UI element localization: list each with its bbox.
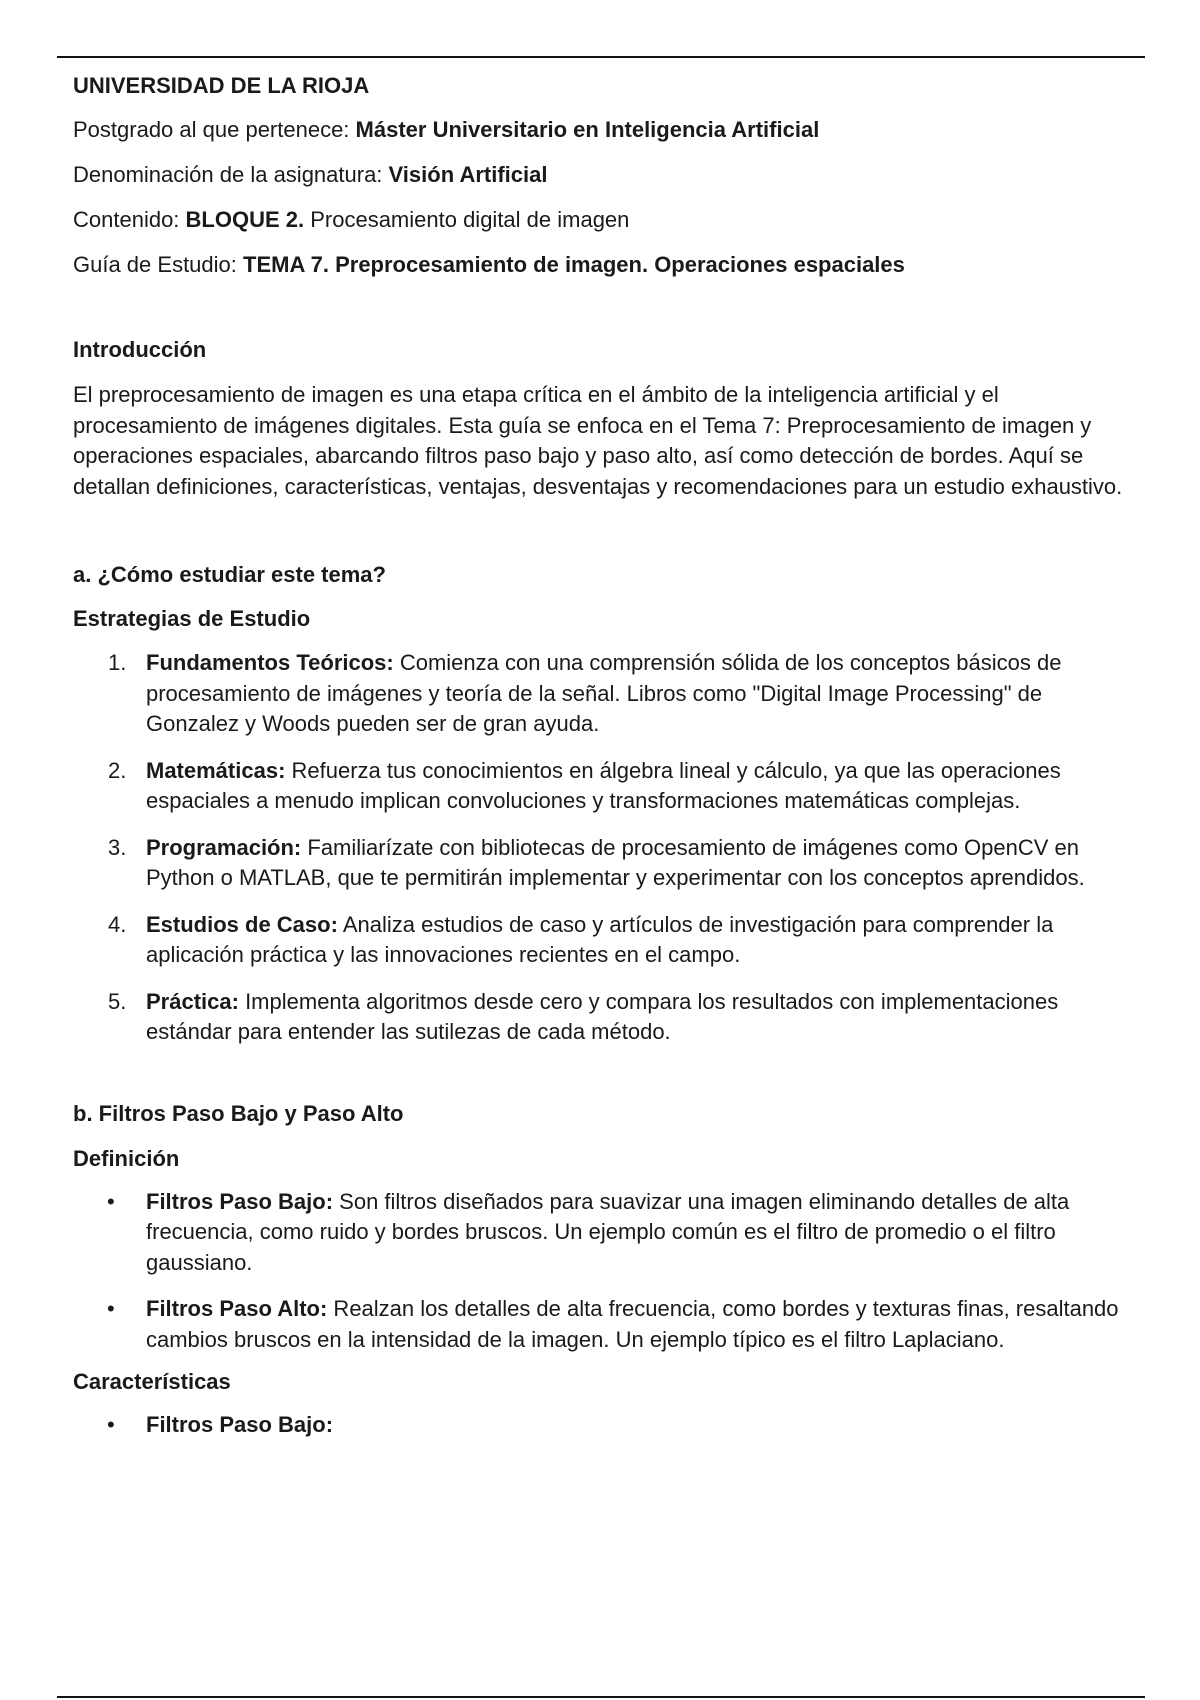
- guia-line: [73, 251, 1133, 279]
- list-item: [73, 1410, 1133, 1441]
- document-body: [73, 72, 1133, 1441]
- item-label: Programación:: [146, 834, 302, 860]
- postgrado-value: Máster Universitario en Inteligencia Artificial: [355, 117, 820, 142]
- list-number: 5.: [108, 988, 127, 1014]
- university-name: UNIVERSIDAD DE LA RIOJA: [73, 73, 370, 98]
- asignatura-label: Denominación de la asignatura:: [73, 162, 389, 187]
- strategies-list: [73, 648, 1133, 1048]
- item-text: Realzan los detalles de alta frecuencia, como bordes y texturas finas, resaltando cambios bruscos en la intensidad de la imagen. Un ejemplo típico es el filtro Laplaciano.: [146, 1296, 1119, 1352]
- bottom-rule: [57, 1696, 1145, 1698]
- contenido-bloque: BLOQUE 2.: [185, 207, 305, 232]
- list-number: 4.: [108, 911, 127, 937]
- definition-list: [73, 1187, 1133, 1356]
- contenido-rest: Procesamiento digital de imagen: [304, 207, 630, 232]
- list-number: 3.: [108, 834, 127, 860]
- definition-heading: Definición: [73, 1145, 180, 1171]
- item-text: Refuerza tus conocimientos en álgebra lineal y cálculo, ya que las operaciones espaciales a menudo implican convoluciones y transformaciones matemáticas complejas.: [146, 757, 1061, 813]
- item-text: Analiza estudios de caso y artículos de investigación para comprender la aplicación práctica y las innovaciones recientes en el campo.: [146, 911, 1054, 967]
- item-text: Son filtros diseñados para suavizar una imagen eliminando detalles de alta frecuencia, como ruido y bordes bruscos. Un ejemplo común es el filtro de promedio o el filtro gaussiano.: [146, 1188, 1070, 1275]
- intro-paragraph: El preprocesamiento de imagen es una etapa crítica en el ámbito de la inteligencia artificial y el procesamiento de imágenes digitales. Esta guía se enfoca en el Tema 7: Preprocesamiento de imagen y operaciones espaciales, abarcando filtros paso bajo y paso alto, así como detección de bordes. Aquí se detallan definiciones, características, ventajas, desventajas y recomendaciones para un estudio exhaustivo.: [73, 382, 1123, 499]
- list-number: 1.: [108, 650, 127, 675]
- item-label: Filtros Paso Alto:: [146, 1296, 328, 1321]
- list-item: [73, 648, 1133, 740]
- list-item: [73, 987, 1133, 1048]
- asignatura-value: Visión Artificial: [388, 162, 548, 187]
- contenido-label: Contenido:: [73, 207, 186, 232]
- section-a-heading: a. ¿Cómo estudiar este tema?: [73, 562, 386, 587]
- item-text: Implementa algoritmos desde cero y compara los resultados con implementaciones estándar para entender las sutilezas de cada método.: [146, 988, 1059, 1044]
- item-label: Práctica:: [146, 988, 239, 1014]
- list-item: [73, 1294, 1133, 1355]
- bullet-icon: •: [107, 1296, 115, 1321]
- item-label: Matemáticas:: [146, 757, 286, 783]
- strategies-heading: Estrategias de Estudio: [73, 606, 311, 631]
- bullet-icon: •: [107, 1188, 115, 1214]
- top-rule: [57, 56, 1145, 58]
- item-label: Estudios de Caso:: [146, 911, 338, 937]
- item-text: Familiarízate con bibliotecas de procesamiento de imágenes como OpenCV en Python o MATLAB, que te permitirán implementar y experimentar con los conceptos aprendidos.: [146, 834, 1085, 890]
- item-label: Filtros Paso Bajo:: [146, 1412, 334, 1437]
- postgrado-line: [73, 116, 1133, 144]
- list-item: [73, 756, 1133, 817]
- item-label: Fundamentos Teóricos:: [146, 650, 394, 675]
- item-text: Comienza con una comprensión sólida de los conceptos básicos de procesamiento de imágenes y teoría de la señal. Libros como "Digital Image Processing" de Gonzalez y Woods pueden ser de gran ayuda.: [146, 650, 1062, 736]
- guia-value: TEMA 7. Preprocesamiento de imagen. Operaciones espaciales: [243, 252, 905, 277]
- characteristics-heading: Características: [73, 1369, 231, 1394]
- asignatura-line: [73, 161, 1133, 189]
- contenido-line: [73, 206, 1133, 234]
- section-b-heading: b. Filtros Paso Bajo y Paso Alto: [73, 1100, 404, 1126]
- list-item: [73, 910, 1133, 971]
- postgrado-label: Postgrado al que pertenece:: [73, 117, 356, 142]
- list-item: [73, 833, 1133, 894]
- guia-label: Guía de Estudio:: [73, 252, 243, 277]
- characteristics-list: [73, 1410, 1133, 1441]
- bullet-icon: •: [107, 1412, 115, 1437]
- intro-heading: Introducción: [73, 337, 207, 362]
- list-number: 2.: [108, 757, 127, 783]
- list-item: [73, 1187, 1133, 1279]
- item-label: Filtros Paso Bajo:: [146, 1188, 334, 1214]
